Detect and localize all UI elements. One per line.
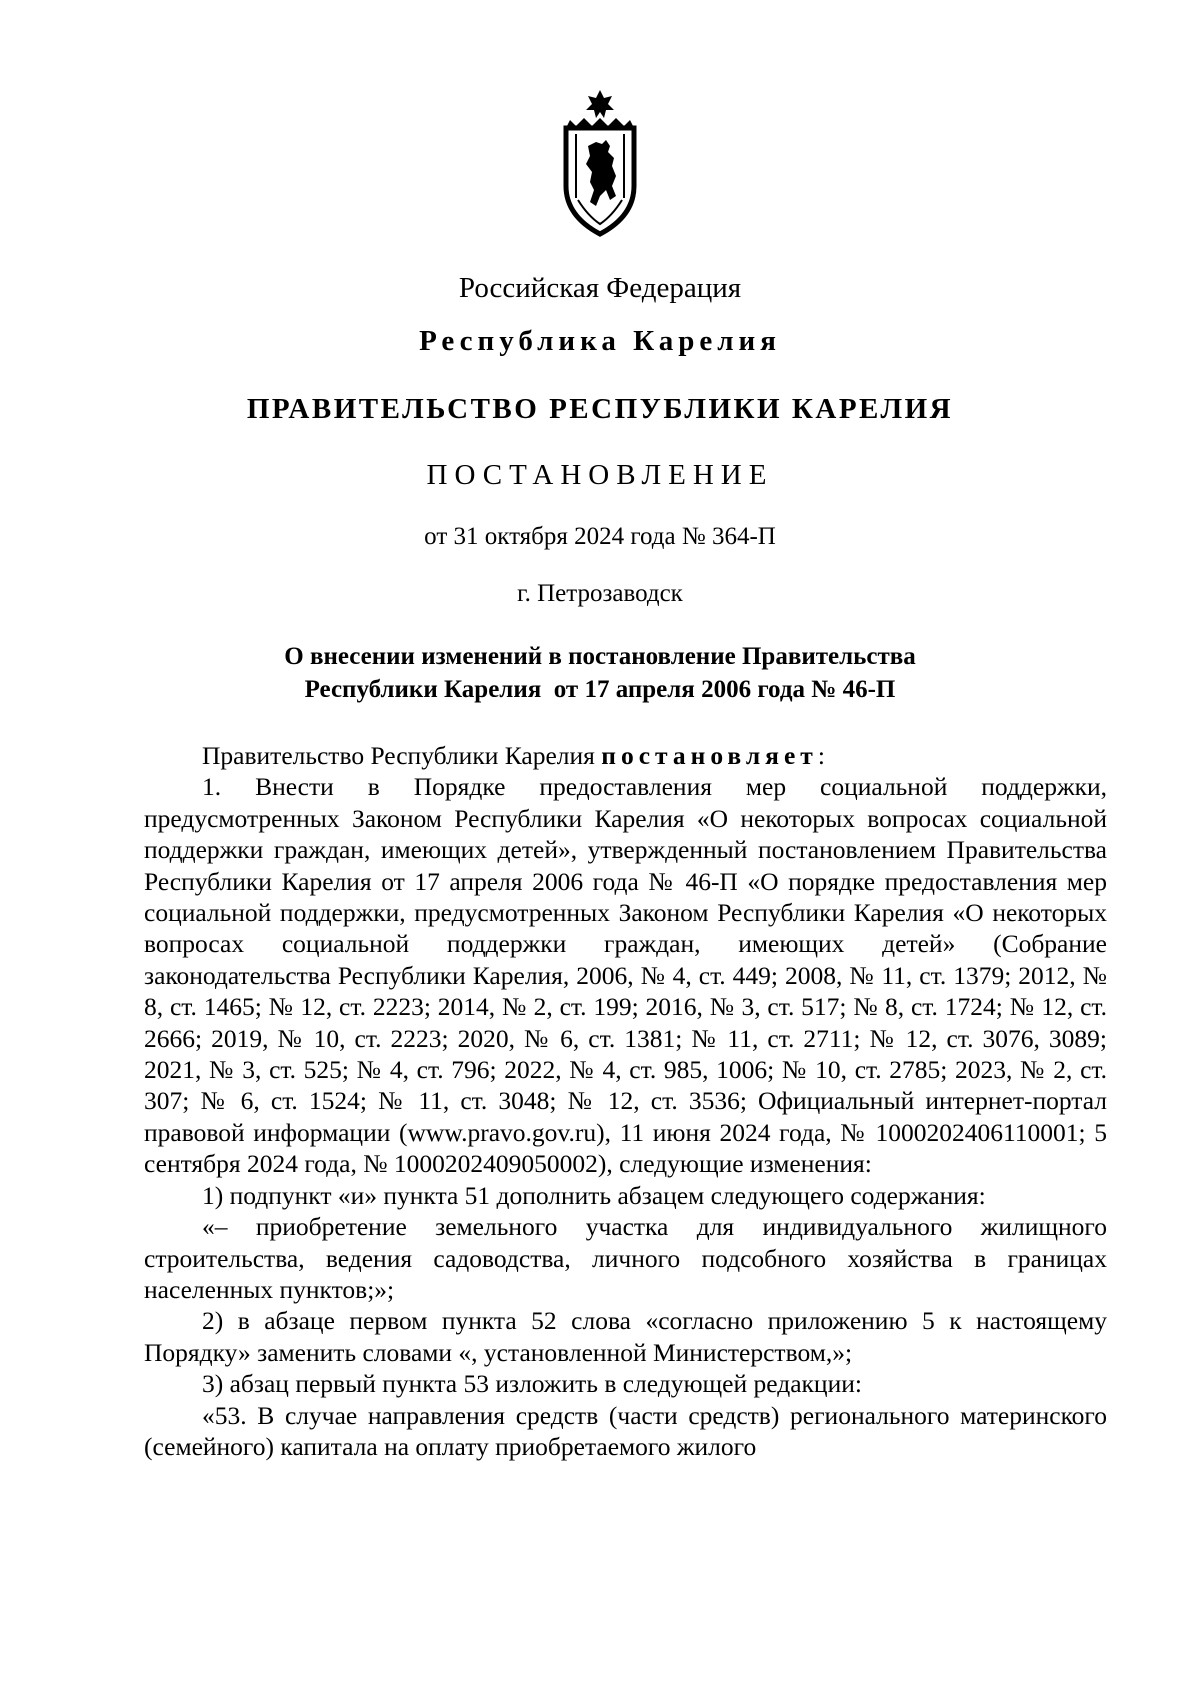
body-paragraph-5: 3) абзац первый пункта 53 изложить в следующей редакции:: [202, 1369, 862, 1399]
document-body: [144, 740, 1107, 1462]
body-paragraph-1: 1. Внести в Порядке предоставления мер социальной поддержки, предусмотренных Законом Республики Карелия «О некоторых вопросах социальной поддержки граждан, имеющих детей», утвержденный постановлением Правительства Республики Карелия от 17 апреля 2006 года № 46-П «О порядке предоставления мер социальной поддержки, предусмотренных Законом Республики Карелия «О некоторых вопросах социальной поддержки граждан, имеющих детей» (Собрание законодательства Республики Карелия, 2006, № 4, ст. 449; 2008, № 11, ст. 1379; 2012, № 8, ст. 1465; № 12, ст. 2223; 2014, № 2, ст. 199; 2016, № 3, ст. 517; № 8, ст. 1724; № 12, ст. 2666; 2019, № 10, ст. 2223; 2020, № 6, ст. 1381; № 11, ст. 2711; № 12, ст. 3076, 3089; 2021, № 3, ст. 525; № 4, ст. 796; 2022, № 4, ст. 985, 1006; № 10, ст. 2785; 2023, № 2, ст. 307; № 6, ст. 1524; № 11, ст. 3048; № 12, ст. 3536; Официальный интернет-портал правовой информации (www.pravo.gov.ru), 11 июня 2024 года, № 1000202406110001; 5 сентября 2024 года, № 1000202409050002), следующие изменения:: [144, 772, 1107, 1179]
intro-text: Правительство Республики Карелия: [202, 741, 602, 770]
subject-line-2: Республики Карелия от 17 апреля 2006 года № 46-П: [304, 676, 896, 703]
body-paragraph-3: «– приобретение земельного участка для индивидуального жилищного строительства, ведения садоводства, личного подсобного хозяйства в границах населенных пунктов;»;: [144, 1212, 1107, 1304]
document-city: г. Петрозаводск: [517, 580, 683, 607]
body-paragraph-6: «53. В случае направления средств (части средств) регионального материнского (семейного) капитала на оплату приобретаемого жилого: [144, 1400, 1107, 1461]
document-subject: [0, 640, 1200, 706]
intro-keyword: постановляет: [601, 741, 818, 770]
government-name: ПРАВИТЕЛЬСТВО РЕСПУБЛИКИ КАРЕЛИЯ: [246, 393, 954, 425]
document-date-number: от 31 октября 2024 года № 364-П: [424, 523, 776, 550]
body-paragraph-4: 2) в абзаце первом пункта 52 слова «согласно приложению 5 к настоящему Порядку» заменить словами «, установленной Министерством,»;: [144, 1306, 1107, 1367]
karelia-coat-of-arms-icon: [560, 88, 640, 238]
republic-name: Республика Карелия: [419, 325, 781, 357]
body-paragraph-2: 1) подпункт «и» пункта 51 дополнить абзацем следующего содержания:: [202, 1180, 986, 1210]
intro-paragraph: [144, 740, 1107, 771]
country-name: Российская Федерация: [458, 272, 742, 304]
subject-line-1: О внесении изменений в постановление Правительства: [284, 643, 916, 670]
intro-suffix: :: [817, 741, 825, 770]
document-type: ПОСТАНОВЛЕНИЕ: [426, 459, 774, 491]
